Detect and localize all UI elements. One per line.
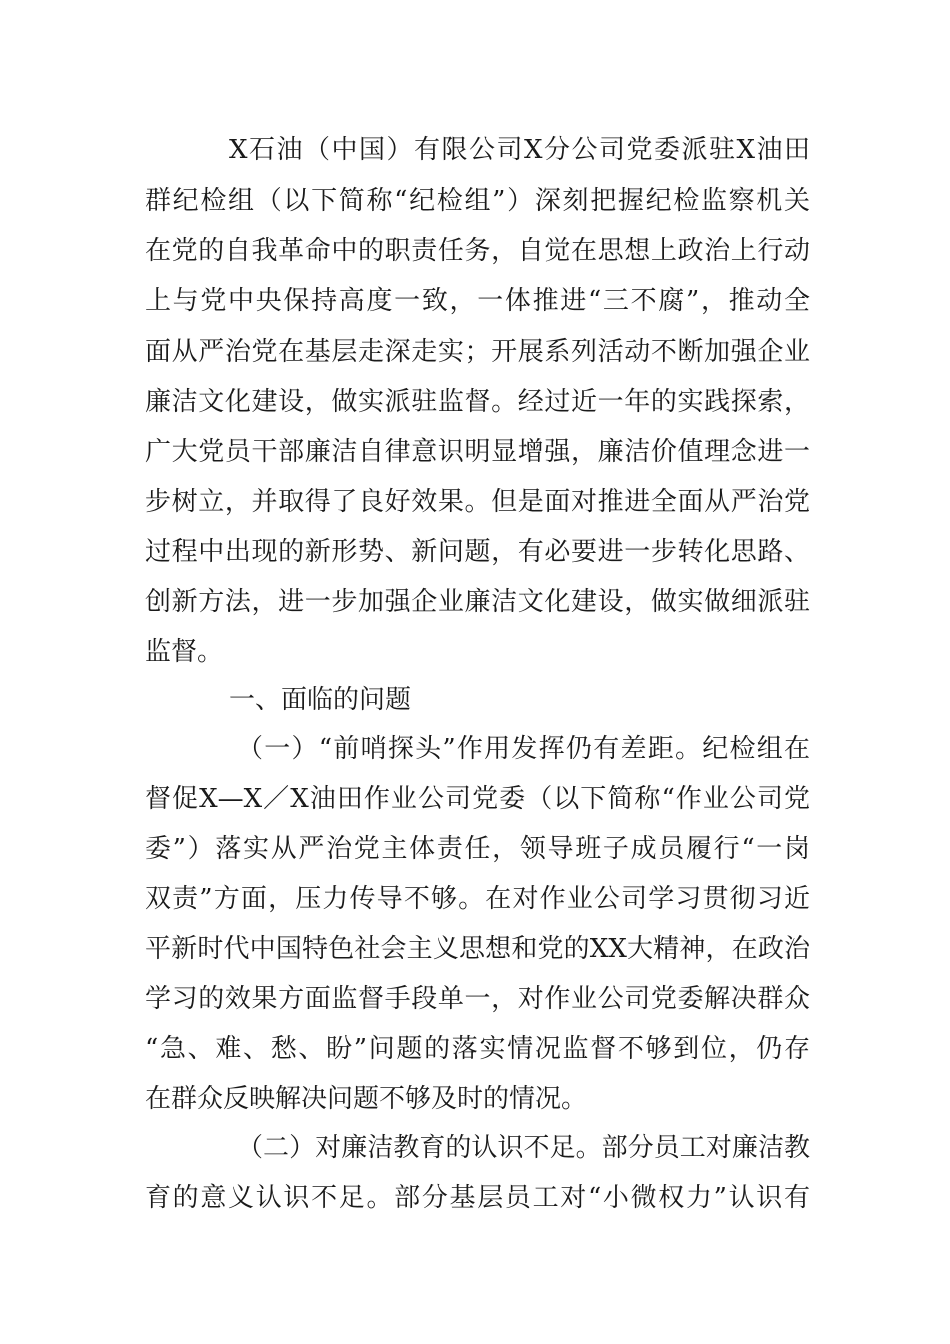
text-line: （一）“前哨探头”作用发挥仍有差距。纪检组在 xyxy=(237,734,810,764)
text-line: 群纪检组（以下简称“纪检组”）深刻把握纪检监察机关 xyxy=(145,186,810,216)
text-line: 委”）落实从严治党主体责任，领导班子成员履行“一岗 xyxy=(145,834,810,864)
text-line: （二）对廉洁教育的认识不足。部分员工对廉洁教 xyxy=(237,1133,810,1163)
text-line: “急、难、愁、盼”问题的落实情况监督不够到位，仍存 xyxy=(145,1034,810,1064)
text-line: 面从严治党在基层走深走实；开展系列活动不断加强企业 xyxy=(145,337,810,367)
text-line: 上与党中央保持高度一致，一体推进“三不腐”，推动全 xyxy=(145,286,810,316)
text-line: 双责”方面，压力传导不够。在对作业公司学习贯彻习近 xyxy=(145,884,810,914)
text-line: 学习的效果方面监督手段单一，对作业公司党委解决群众 xyxy=(145,984,810,1014)
text-line: 广大党员干部廉洁自律意识明显增强，廉洁价值理念进一 xyxy=(145,437,810,467)
text-line: 平新时代中国特色社会主义思想和党的XX大精神，在政治 xyxy=(145,934,810,964)
text-line: 在群众反映解决问题不够及时的情况。 xyxy=(145,1084,588,1114)
text-line: X石油（中国）有限公司X分公司党委派驻X油田 xyxy=(229,135,810,165)
text-line: 过程中出现的新形势、新问题，有必要进一步转化思路、 xyxy=(145,537,810,567)
text-line: 步树立，并取得了良好效果。但是面对推进全面从严治党 xyxy=(145,487,810,517)
section-heading: 一、面临的问题 xyxy=(229,685,412,715)
text-line: 在党的自我革命中的职责任务，自觉在思想上政治上行动 xyxy=(145,236,810,266)
text-line: 创新方法，进一步加强企业廉洁文化建设，做实做细派驻 xyxy=(145,587,810,617)
text-line: 育的意义认识不足。部分基层员工对“小微权力”认识有 xyxy=(145,1183,810,1213)
text-line: 督促X—X／X油田作业公司党委（以下简称“作业公司党 xyxy=(145,784,810,814)
text-line: 廉洁文化建设，做实派驻监督。经过近一年的实践探索， xyxy=(145,387,810,417)
text-line: 监督。 xyxy=(145,637,224,667)
